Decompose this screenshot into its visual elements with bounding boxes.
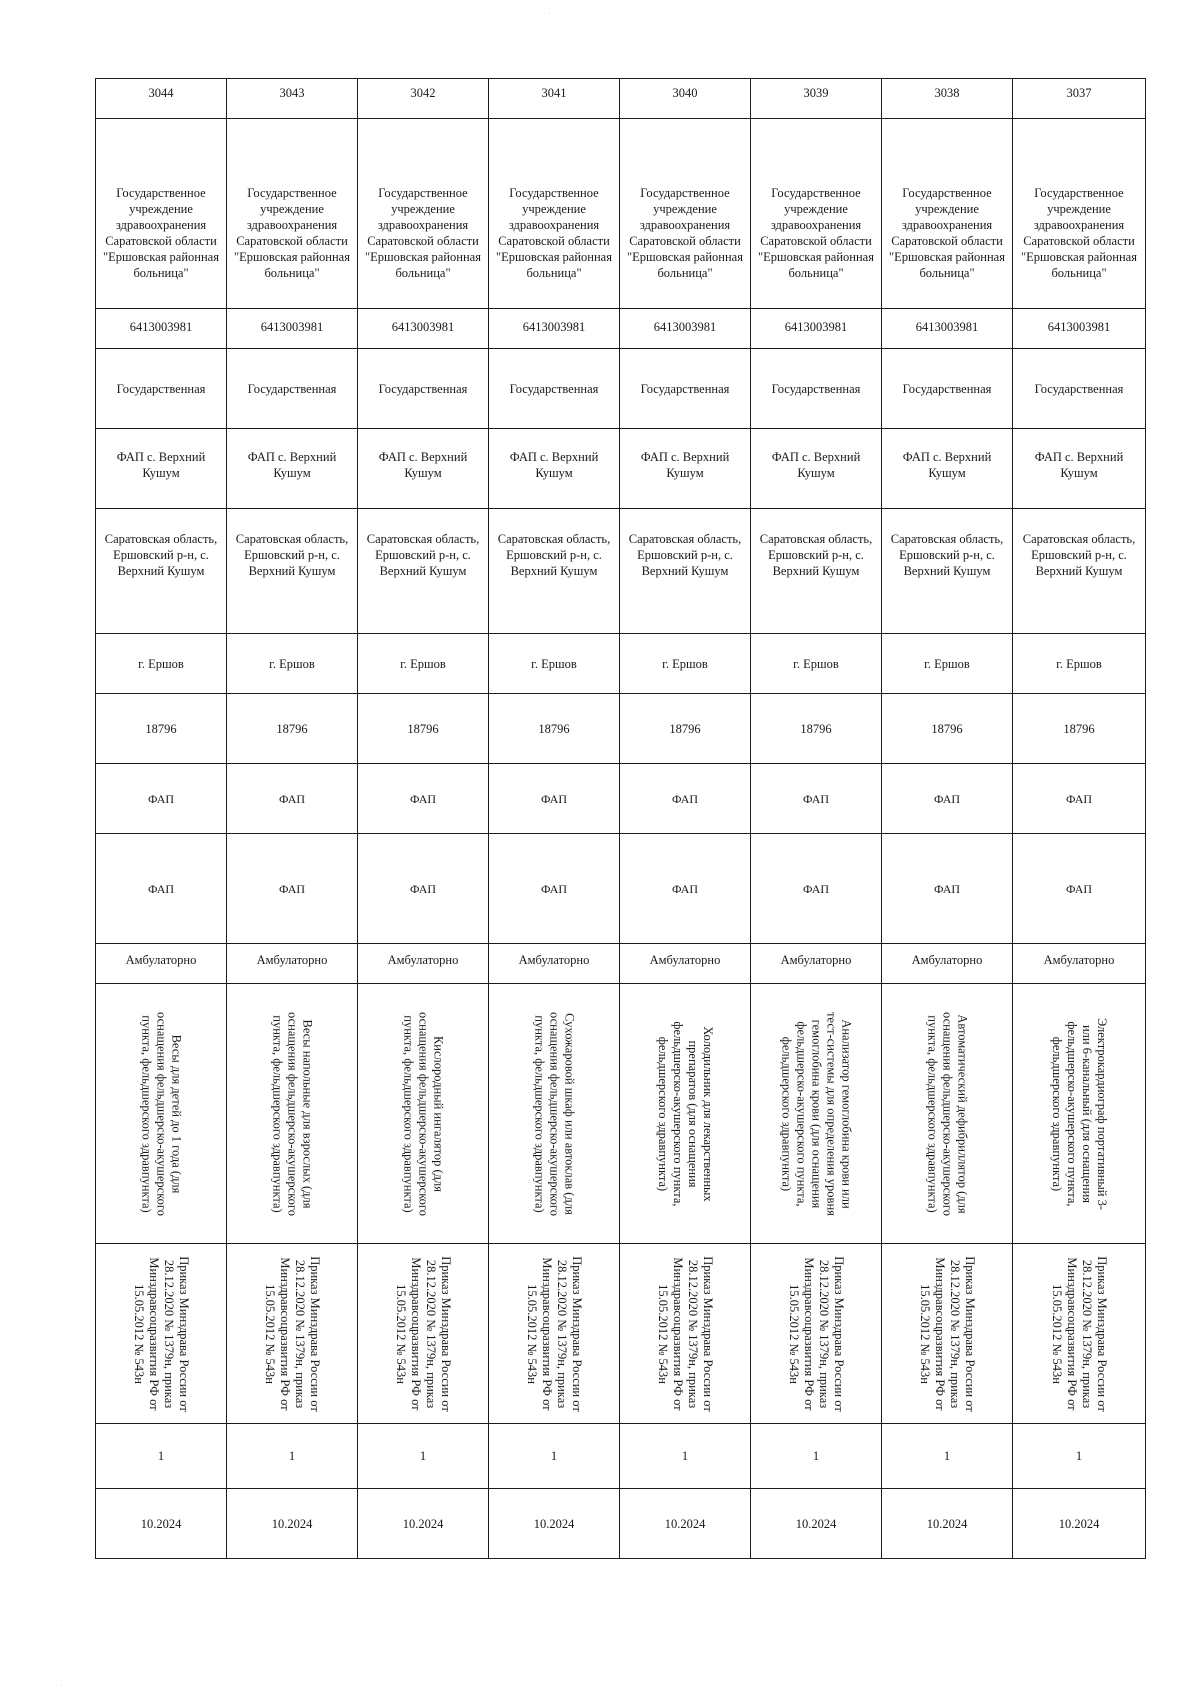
equipment-cell bbox=[1013, 984, 1146, 1244]
equipment-cell-text: Холодильник для лекарственных препаратов (для оснащения фельдшерско-акушерского пункта, фельдшерского здравпункта) bbox=[656, 1020, 715, 1207]
type-1-cell: ФАП bbox=[751, 764, 882, 834]
order-cell bbox=[1013, 1244, 1146, 1424]
quantity-cell: 1 bbox=[882, 1424, 1013, 1489]
care-mode-cell: Амбулаторно bbox=[882, 944, 1013, 984]
record-id-cell: 3044 bbox=[96, 79, 227, 119]
row-city bbox=[96, 634, 1146, 694]
inn-cell: 6413003981 bbox=[751, 309, 882, 349]
date-cell: 10.2024 bbox=[620, 1489, 751, 1559]
inn-cell: 6413003981 bbox=[1013, 309, 1146, 349]
number-cell: 18796 bbox=[358, 694, 489, 764]
row-inn bbox=[96, 309, 1146, 349]
inn-cell: 6413003981 bbox=[358, 309, 489, 349]
type-1-cell: ФАП bbox=[882, 764, 1013, 834]
quantity-cell: 1 bbox=[358, 1424, 489, 1489]
organization-cell: Государственное учреждение здравоохранения Саратовской области "Ершовская районная больница" bbox=[882, 119, 1013, 309]
organization-cell: Государственное учреждение здравоохранения Саратовской области "Ершовская районная больница" bbox=[358, 119, 489, 309]
fap-name-cell: ФАП с. Верхний Кушум bbox=[1013, 429, 1146, 509]
row-type-1 bbox=[96, 764, 1146, 834]
organization-cell: Государственное учреждение здравоохранения Саратовской области "Ершовская районная больница" bbox=[751, 119, 882, 309]
city-cell: г. Ершов bbox=[620, 634, 751, 694]
care-mode-cell: Амбулаторно bbox=[96, 944, 227, 984]
city-cell: г. Ершов bbox=[489, 634, 620, 694]
equipment-table bbox=[95, 78, 1146, 1559]
type-1-cell: ФАП bbox=[1013, 764, 1146, 834]
equipment-cell-text: Электрокардиограф портативный 3- или 6-канальный (для оснащения фельдшерско-акушерского пункта, фельдшерского здравпункта) bbox=[1050, 1017, 1109, 1210]
date-cell: 10.2024 bbox=[882, 1489, 1013, 1559]
ownership-form-cell: Государственная bbox=[227, 349, 358, 429]
city-cell: г. Ершов bbox=[751, 634, 882, 694]
equipment-cell-text: Анализатор гемоглобина крови или тест-системы для определения уровня гемоглобина крови (для оснащения фельдшерско-акушерского пункта, фельдшерского здравпункта) bbox=[779, 1011, 854, 1216]
ownership-form-cell: Государственная bbox=[620, 349, 751, 429]
quantity-cell: 1 bbox=[620, 1424, 751, 1489]
city-cell: г. Ершов bbox=[882, 634, 1013, 694]
inn-cell: 6413003981 bbox=[227, 309, 358, 349]
number-cell: 18796 bbox=[620, 694, 751, 764]
city-cell: г. Ершов bbox=[358, 634, 489, 694]
ownership-form-cell: Государственная bbox=[96, 349, 227, 429]
order-cell-text: Приказ Минздрава России от 28.12.2020 № 1379н, приказ Минздравсоцразвития РФ от 15.05.2012 № 543н bbox=[787, 1255, 846, 1412]
order-cell bbox=[489, 1244, 620, 1424]
address-cell: Саратовская область, Ершовский р-н, с. Верхний Кушум bbox=[96, 509, 227, 634]
quantity-cell: 1 bbox=[1013, 1424, 1146, 1489]
record-id-cell: 3041 bbox=[489, 79, 620, 119]
row-equipment bbox=[96, 984, 1146, 1244]
type-2-cell: ФАП bbox=[96, 834, 227, 944]
row-ownership-form bbox=[96, 349, 1146, 429]
care-mode-cell: Амбулаторно bbox=[751, 944, 882, 984]
type-2-cell: ФАП bbox=[358, 834, 489, 944]
type-2-cell: ФАП bbox=[1013, 834, 1146, 944]
inn-cell: 6413003981 bbox=[96, 309, 227, 349]
care-mode-cell: Амбулаторно bbox=[489, 944, 620, 984]
type-2-cell: ФАП bbox=[882, 834, 1013, 944]
order-cell-text: Приказ Минздрава России от 28.12.2020 № 1379н, приказ Минздравсоцразвития РФ от 15.05.2012 № 543н bbox=[918, 1255, 977, 1412]
organization-cell: Государственное учреждение здравоохранения Саратовской области "Ершовская районная больница" bbox=[96, 119, 227, 309]
order-cell bbox=[96, 1244, 227, 1424]
number-cell: 18796 bbox=[882, 694, 1013, 764]
ownership-form-cell: Государственная bbox=[751, 349, 882, 429]
ownership-form-cell: Государственная bbox=[882, 349, 1013, 429]
fap-name-cell: ФАП с. Верхний Кушум bbox=[227, 429, 358, 509]
city-cell: г. Ершов bbox=[227, 634, 358, 694]
equipment-cell-text: Весы напольные для взрослых (для оснащения фельдшерско-акушерского пункта, фельдшерского здравпункта) bbox=[270, 1011, 315, 1216]
equipment-cell-text: Кислородный ингалятор (для оснащения фельдшерско-акушерского пункта, фельдшерского здравпункта) bbox=[401, 1011, 446, 1216]
organization-cell: Государственное учреждение здравоохранения Саратовской области "Ершовская районная больница" bbox=[489, 119, 620, 309]
order-cell-text: Приказ Минздрава России от 28.12.2020 № 1379н, приказ Минздравсоцразвития РФ от 15.05.2012 № 543н bbox=[656, 1255, 715, 1412]
equipment-cell bbox=[358, 984, 489, 1244]
care-mode-cell: Амбулаторно bbox=[1013, 944, 1146, 984]
type-1-cell: ФАП bbox=[227, 764, 358, 834]
record-id-cell: 3043 bbox=[227, 79, 358, 119]
scan-mark-top: · bbox=[548, 8, 551, 18]
equipment-cell-text: Сухожаровой шкаф или автоклав (для оснащения фельдшерско-акушерского пункта, фельдшерского здравпункта) bbox=[532, 1011, 577, 1216]
order-cell bbox=[620, 1244, 751, 1424]
date-cell: 10.2024 bbox=[489, 1489, 620, 1559]
order-cell-text: Приказ Минздрава России от 28.12.2020 № 1379н, приказ Минздравсоцразвития РФ от 15.05.2012 № 543н bbox=[263, 1255, 322, 1412]
date-cell: 10.2024 bbox=[227, 1489, 358, 1559]
order-cell bbox=[358, 1244, 489, 1424]
row-number bbox=[96, 694, 1146, 764]
equipment-cell-text: Весы для детей до 1 года (для оснащения фельдшерско-акушерского пункта, фельдшерского здравпункта) bbox=[139, 1011, 184, 1216]
type-1-cell: ФАП bbox=[96, 764, 227, 834]
date-cell: 10.2024 bbox=[96, 1489, 227, 1559]
number-cell: 18796 bbox=[751, 694, 882, 764]
organization-cell: Государственное учреждение здравоохранения Саратовской области "Ершовская районная больница" bbox=[620, 119, 751, 309]
type-2-cell: ФАП bbox=[620, 834, 751, 944]
order-cell-text: Приказ Минздрава России от 28.12.2020 № 1379н, приказ Минздравсоцразвития РФ от 15.05.2012 № 543н bbox=[1050, 1255, 1109, 1412]
equipment-cell bbox=[620, 984, 751, 1244]
address-cell: Саратовская область, Ершовский р-н, с. Верхний Кушум bbox=[227, 509, 358, 634]
organization-cell: Государственное учреждение здравоохранения Саратовской области "Ершовская районная больница" bbox=[1013, 119, 1146, 309]
fap-name-cell: ФАП с. Верхний Кушум bbox=[882, 429, 1013, 509]
date-cell: 10.2024 bbox=[1013, 1489, 1146, 1559]
inn-cell: 6413003981 bbox=[620, 309, 751, 349]
row-date bbox=[96, 1489, 1146, 1559]
order-cell bbox=[227, 1244, 358, 1424]
row-organization bbox=[96, 119, 1146, 309]
number-cell: 18796 bbox=[227, 694, 358, 764]
date-cell: 10.2024 bbox=[751, 1489, 882, 1559]
quantity-cell: 1 bbox=[227, 1424, 358, 1489]
ownership-form-cell: Государственная bbox=[489, 349, 620, 429]
order-cell-text: Приказ Минздрава России от 28.12.2020 № 1379н, приказ Минздравсоцразвития РФ от 15.05.2012 № 543н bbox=[525, 1255, 584, 1412]
row-quantity bbox=[96, 1424, 1146, 1489]
inn-cell: 6413003981 bbox=[882, 309, 1013, 349]
fap-name-cell: ФАП с. Верхний Кушум bbox=[620, 429, 751, 509]
quantity-cell: 1 bbox=[751, 1424, 882, 1489]
record-id-cell: 3038 bbox=[882, 79, 1013, 119]
number-cell: 18796 bbox=[1013, 694, 1146, 764]
type-1-cell: ФАП bbox=[620, 764, 751, 834]
type-2-cell: ФАП bbox=[227, 834, 358, 944]
row-record-id bbox=[96, 79, 1146, 119]
ownership-form-cell: Государственная bbox=[1013, 349, 1146, 429]
inn-cell: 6413003981 bbox=[489, 309, 620, 349]
quantity-cell: 1 bbox=[96, 1424, 227, 1489]
row-type-2 bbox=[96, 834, 1146, 944]
care-mode-cell: Амбулаторно bbox=[358, 944, 489, 984]
address-cell: Саратовская область, Ершовский р-н, с. Верхний Кушум bbox=[751, 509, 882, 634]
address-cell: Саратовская область, Ершовский р-н, с. Верхний Кушум bbox=[620, 509, 751, 634]
equipment-cell bbox=[227, 984, 358, 1244]
record-id-cell: 3039 bbox=[751, 79, 882, 119]
number-cell: 18796 bbox=[96, 694, 227, 764]
row-address bbox=[96, 509, 1146, 634]
scan-mark-left: · bbox=[60, 1680, 63, 1690]
address-cell: Саратовская область, Ершовский р-н, с. Верхний Кушум bbox=[1013, 509, 1146, 634]
date-cell: 10.2024 bbox=[358, 1489, 489, 1559]
order-cell bbox=[882, 1244, 1013, 1424]
record-id-cell: 3042 bbox=[358, 79, 489, 119]
order-cell-text: Приказ Минздрава России от 28.12.2020 № 1379н, приказ Минздравсоцразвития РФ от 15.05.2012 № 543н bbox=[394, 1255, 453, 1412]
type-2-cell: ФАП bbox=[751, 834, 882, 944]
care-mode-cell: Амбулаторно bbox=[620, 944, 751, 984]
fap-name-cell: ФАП с. Верхний Кушум bbox=[96, 429, 227, 509]
record-id-cell: 3040 bbox=[620, 79, 751, 119]
address-cell: Саратовская область, Ершовский р-н, с. Верхний Кушум bbox=[489, 509, 620, 634]
row-care-mode bbox=[96, 944, 1146, 984]
row-order bbox=[96, 1244, 1146, 1424]
row-fap-name bbox=[96, 429, 1146, 509]
equipment-cell bbox=[751, 984, 882, 1244]
equipment-cell-text: Автоматический дефибриллятор (для оснащения фельдшерско-акушерского пункта, фельдшерского здравпункта) bbox=[925, 1011, 970, 1216]
ownership-form-cell: Государственная bbox=[358, 349, 489, 429]
city-cell: г. Ершов bbox=[1013, 634, 1146, 694]
organization-cell: Государственное учреждение здравоохранения Саратовской области "Ершовская районная больница" bbox=[227, 119, 358, 309]
equipment-cell bbox=[489, 984, 620, 1244]
record-id-cell: 3037 bbox=[1013, 79, 1146, 119]
fap-name-cell: ФАП с. Верхний Кушум bbox=[489, 429, 620, 509]
type-2-cell: ФАП bbox=[489, 834, 620, 944]
type-1-cell: ФАП bbox=[489, 764, 620, 834]
equipment-cell bbox=[882, 984, 1013, 1244]
care-mode-cell: Амбулаторно bbox=[227, 944, 358, 984]
address-cell: Саратовская область, Ершовский р-н, с. Верхний Кушум bbox=[358, 509, 489, 634]
type-1-cell: ФАП bbox=[358, 764, 489, 834]
order-cell-text: Приказ Минздрава России от 28.12.2020 № 1379н, приказ Минздравсоцразвития РФ от 15.05.2012 № 543н bbox=[132, 1255, 191, 1412]
address-cell: Саратовская область, Ершовский р-н, с. Верхний Кушум bbox=[882, 509, 1013, 634]
order-cell bbox=[751, 1244, 882, 1424]
quantity-cell: 1 bbox=[489, 1424, 620, 1489]
city-cell: г. Ершов bbox=[96, 634, 227, 694]
fap-name-cell: ФАП с. Верхний Кушум bbox=[751, 429, 882, 509]
number-cell: 18796 bbox=[489, 694, 620, 764]
equipment-cell bbox=[96, 984, 227, 1244]
fap-name-cell: ФАП с. Верхний Кушум bbox=[358, 429, 489, 509]
